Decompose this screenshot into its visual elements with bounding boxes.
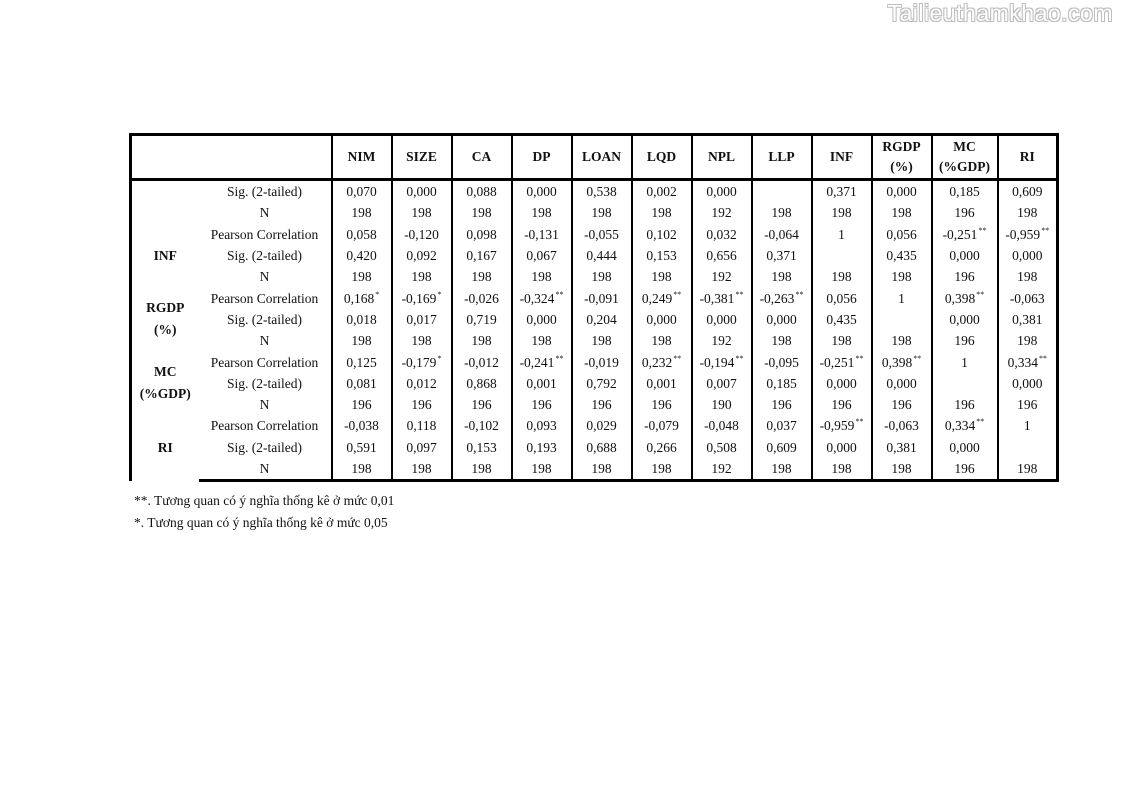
table-cell: 0,000 <box>392 180 452 203</box>
significance-marker: ** <box>976 417 985 427</box>
column-header-label: LOAN <box>581 149 621 164</box>
table-cell: 192 <box>692 458 752 481</box>
table-cell: 0,000 <box>692 180 752 203</box>
table-cell: 198 <box>332 202 392 223</box>
statistic-label: N <box>259 269 270 285</box>
table-cell: -0,095 <box>752 351 812 372</box>
table-cell: 0,334** <box>998 351 1058 372</box>
table-cell: 1 <box>812 224 872 245</box>
table-cell: 0,037 <box>752 415 812 436</box>
table-cell: 0,381 <box>872 437 932 458</box>
table-row <box>131 180 1058 203</box>
group-unit: (%) <box>154 322 177 338</box>
statistic-label: Sig. (2-tailed) <box>227 311 302 327</box>
table-cell: 0,444 <box>572 245 632 266</box>
table-cell: 0,029 <box>572 415 632 436</box>
column-header-label: DP <box>532 149 551 164</box>
table-cell: 198 <box>392 202 452 223</box>
table-cell: 198 <box>752 458 812 481</box>
column-header-label: RI <box>1019 149 1035 164</box>
table-cell: 196 <box>632 394 692 415</box>
statistic-label: N <box>199 458 332 481</box>
significance-marker: ** <box>795 289 804 299</box>
table-cell: 0,168* <box>332 287 392 308</box>
footnotes <box>134 490 394 534</box>
statistic-label: Sig. (2-tailed) <box>227 184 302 200</box>
table-cell: 0,002 <box>632 180 692 203</box>
table-row <box>131 224 1058 245</box>
table-cell: 198 <box>452 458 512 481</box>
table-cell: 0,012 <box>392 373 452 394</box>
column-header-label: RGDP <box>882 139 921 154</box>
table-cell: 0,056 <box>872 224 932 245</box>
table-row <box>131 287 1058 308</box>
table-cell: -0,102 <box>452 415 512 436</box>
table-cell: -0,251** <box>812 351 872 372</box>
column-header-ri <box>998 135 1058 180</box>
table-cell: -0,251** <box>932 224 998 245</box>
table-cell: 196 <box>812 394 872 415</box>
table-cell: 0,204 <box>572 309 632 330</box>
column-header-npl <box>692 135 752 180</box>
table-cell: -0,064 <box>752 224 812 245</box>
table-row <box>131 351 1058 372</box>
table-cell: 0,591 <box>332 437 392 458</box>
table-cell: 0,185 <box>752 373 812 394</box>
table-row <box>131 437 1058 458</box>
significance-marker: ** <box>913 353 922 363</box>
table-cell: 196 <box>998 394 1058 415</box>
statistic-label: Sig. (2-tailed) <box>227 248 302 264</box>
correlation-table <box>129 133 1059 482</box>
table-cell: 0,000 <box>812 373 872 394</box>
table-cell: 198 <box>752 330 812 351</box>
column-header-label: CA <box>471 149 492 164</box>
significance-marker: ** <box>855 353 864 363</box>
table-cell: 0,056 <box>812 287 872 308</box>
table-cell: 196 <box>452 394 512 415</box>
table-cell: 0,185 <box>932 180 998 203</box>
statistic-label: Pearson Correlation <box>210 354 319 370</box>
table-cell: 0,266 <box>632 437 692 458</box>
table-cell: 0,435 <box>812 309 872 330</box>
table-cell: 0,092 <box>392 245 452 266</box>
table-cell: -0,120 <box>392 224 452 245</box>
table-cell: -0,063 <box>872 415 932 436</box>
column-header-inf <box>812 135 872 180</box>
table-body <box>131 180 1058 481</box>
table-cell: 0,000 <box>998 373 1058 394</box>
table-row <box>131 309 1058 330</box>
table-cell: 190 <box>692 394 752 415</box>
table-cell: -0,263** <box>752 287 812 308</box>
table-cell: 0,719 <box>452 309 512 330</box>
significance-marker: ** <box>855 417 864 427</box>
table-cell: 0,167 <box>452 245 512 266</box>
table-cell: -0,048 <box>692 415 752 436</box>
table-cell: -0,241** <box>512 351 572 372</box>
table-cell: 0,000 <box>932 245 998 266</box>
significance-marker: * <box>437 353 442 363</box>
table-cell: 0,609 <box>752 437 812 458</box>
table-cell: 198 <box>512 266 572 287</box>
table-cell: 196 <box>932 202 998 223</box>
column-header-label: NPL <box>708 149 735 164</box>
group-name: RGDP <box>146 300 185 316</box>
table-cell <box>752 180 812 203</box>
table-cell: -0,079 <box>632 415 692 436</box>
significance-marker: ** <box>735 289 744 299</box>
group-name: INF <box>153 247 177 263</box>
table-cell: 0,538 <box>572 180 632 203</box>
column-header-size <box>392 135 452 180</box>
table-cell: 192 <box>692 202 752 223</box>
table-cell: 198 <box>872 202 932 223</box>
table-row <box>131 266 1058 287</box>
table-cell: -0,131 <box>512 224 572 245</box>
table-cell: 198 <box>452 202 512 223</box>
table-cell: 0,656 <box>692 245 752 266</box>
table-cell: 0,000 <box>632 309 692 330</box>
table-cell: 198 <box>998 266 1058 287</box>
column-header-lqd <box>632 135 692 180</box>
table-cell: 0,017 <box>392 309 452 330</box>
watermark: Tailieuthamkhao.com <box>887 0 1113 26</box>
header-row <box>131 135 1058 180</box>
table-cell: 198 <box>812 266 872 287</box>
table-cell: 198 <box>812 458 872 481</box>
table-cell: 196 <box>392 394 452 415</box>
table-cell: 0,032 <box>692 224 752 245</box>
table-row <box>131 415 1058 436</box>
header-blank-cell <box>131 135 332 180</box>
table-cell: 198 <box>332 266 392 287</box>
statistic-label: Sig. (2-tailed) <box>227 375 302 391</box>
table-cell: -0,055 <box>572 224 632 245</box>
table-cell <box>812 245 872 266</box>
significance-marker: * <box>375 289 380 299</box>
table-cell: 198 <box>572 458 632 481</box>
table-cell: 0,398** <box>872 351 932 372</box>
table-cell: 192 <box>692 330 752 351</box>
group-unit: (%GDP) <box>139 386 191 402</box>
table-cell: -0,959** <box>998 224 1058 245</box>
table-cell: 0,125 <box>332 351 392 372</box>
table-cell: 196 <box>932 330 998 351</box>
statistic-label: Sig. (2-tailed) <box>227 439 302 455</box>
table-cell: 0,001 <box>632 373 692 394</box>
table-cell: 0,193 <box>512 437 572 458</box>
column-header-unit: (%GDP) <box>939 159 990 174</box>
table-cell: 0,000 <box>812 437 872 458</box>
table-cell <box>872 309 932 330</box>
table-cell: 198 <box>512 330 572 351</box>
table-cell: 196 <box>932 266 998 287</box>
table-cell: 198 <box>392 266 452 287</box>
table-cell: 0,398** <box>932 287 998 308</box>
table-cell: 196 <box>332 394 392 415</box>
table-cell: -0,324** <box>512 287 572 308</box>
table-cell: -0,194** <box>692 351 752 372</box>
table-cell: 196 <box>932 394 998 415</box>
column-header-label: MC <box>953 139 976 154</box>
statistic-label: Pearson Correlation <box>210 226 319 242</box>
table-cell: 0,420 <box>332 245 392 266</box>
table-cell <box>932 373 998 394</box>
significance-marker: ** <box>1041 225 1050 235</box>
table-cell: 196 <box>752 394 812 415</box>
table-cell: 198 <box>812 202 872 223</box>
table-cell: 1 <box>872 287 932 308</box>
table-cell: 0,435 <box>872 245 932 266</box>
group-label <box>131 287 199 351</box>
table-cell: 198 <box>632 330 692 351</box>
table-cell: 0,007 <box>692 373 752 394</box>
table-row <box>131 330 1058 351</box>
group-label <box>131 415 199 480</box>
table-cell: 1 <box>998 415 1058 436</box>
group-name: MC <box>154 364 177 380</box>
table-cell: 0,000 <box>512 309 572 330</box>
table-cell: -0,091 <box>572 287 632 308</box>
table-cell: 198 <box>872 266 932 287</box>
table-cell: 0,000 <box>752 309 812 330</box>
statistic-label: N <box>259 397 270 413</box>
column-header-label: INF <box>829 149 854 164</box>
significance-marker: ** <box>978 225 987 235</box>
group-name: RI <box>157 439 173 455</box>
table-cell: -0,179* <box>392 351 452 372</box>
column-header-unit: (%) <box>890 159 913 174</box>
table-cell: 0,067 <box>512 245 572 266</box>
table-cell: -0,038 <box>332 415 392 436</box>
significance-marker: ** <box>976 289 985 299</box>
table-cell: -0,019 <box>572 351 632 372</box>
table-cell: -0,959** <box>812 415 872 436</box>
table-cell: -0,026 <box>452 287 512 308</box>
table-cell: 198 <box>572 266 632 287</box>
table-cell: 0,093 <box>512 415 572 436</box>
table-cell: 198 <box>392 458 452 481</box>
table-cell: 198 <box>392 330 452 351</box>
table-row <box>131 245 1058 266</box>
table-cell: 0,868 <box>452 373 512 394</box>
table-cell: 0,371 <box>812 180 872 203</box>
group-label <box>131 351 199 415</box>
statistic-label: N <box>259 205 270 221</box>
table-cell: 0,000 <box>872 180 932 203</box>
group-label <box>131 180 199 224</box>
significance-marker: ** <box>673 353 682 363</box>
table-cell: 0,081 <box>332 373 392 394</box>
table-cell: 198 <box>572 330 632 351</box>
table-cell: 196 <box>572 394 632 415</box>
significance-marker: ** <box>1038 353 1047 363</box>
table-cell: 192 <box>692 266 752 287</box>
significance-marker: ** <box>735 353 744 363</box>
table-cell: 0,000 <box>872 373 932 394</box>
statistic-label: Pearson Correlation <box>210 418 319 434</box>
table-cell: 0,609 <box>998 180 1058 203</box>
column-header-label: SIZE <box>406 149 437 164</box>
table-cell: 0,153 <box>452 437 512 458</box>
table-cell: 196 <box>932 458 998 481</box>
column-header-nim <box>332 135 392 180</box>
column-header-dp <box>512 135 572 180</box>
table-cell: 0,000 <box>692 309 752 330</box>
table-cell: 0,334** <box>932 415 998 436</box>
significance-marker: ** <box>555 353 564 363</box>
table-cell: 198 <box>632 266 692 287</box>
footnote-significance-001: **. Tương quan có ý nghĩa thống kê ở mức 0,01 <box>134 493 395 508</box>
column-header-label: NIM <box>347 149 376 164</box>
table-cell: 198 <box>632 202 692 223</box>
column-header-loan <box>572 135 632 180</box>
table-cell: 0,232** <box>632 351 692 372</box>
table-cell: 0,097 <box>392 437 452 458</box>
table-cell: 198 <box>752 202 812 223</box>
table-cell: 198 <box>998 330 1058 351</box>
table-row <box>131 394 1058 415</box>
table-cell: -0,063 <box>998 287 1058 308</box>
table-cell: 1 <box>932 351 998 372</box>
table-cell: 0,102 <box>632 224 692 245</box>
table-row <box>131 202 1058 223</box>
column-header-label: LQD <box>646 149 677 164</box>
table-cell: 198 <box>872 330 932 351</box>
table-cell: -0,169* <box>392 287 452 308</box>
group-label <box>131 224 199 288</box>
table-cell: 198 <box>452 266 512 287</box>
column-header-mc <box>932 135 998 180</box>
table-row <box>131 458 1058 481</box>
significance-marker: ** <box>555 289 564 299</box>
table-cell: 196 <box>872 394 932 415</box>
statistic-label: Pearson Correlation <box>210 290 319 306</box>
table-cell: 198 <box>512 458 572 481</box>
table-cell: 0,688 <box>572 437 632 458</box>
table-row <box>131 373 1058 394</box>
table-cell: 198 <box>998 202 1058 223</box>
table-cell: 0,000 <box>932 437 998 458</box>
table-cell: -0,012 <box>452 351 512 372</box>
table-cell: 198 <box>812 330 872 351</box>
table-cell: 198 <box>632 458 692 481</box>
table-cell <box>998 437 1058 458</box>
column-header-llp <box>752 135 812 180</box>
table-cell: 0,000 <box>998 245 1058 266</box>
footnote-significance-005: *. Tương quan có ý nghĩa thống kê ở mức 0,05 <box>134 515 388 530</box>
column-header-rgdp <box>872 135 932 180</box>
table-cell: 0,118 <box>392 415 452 436</box>
table-cell: 0,508 <box>692 437 752 458</box>
statistic-label: N <box>259 333 270 349</box>
table-cell: 0,018 <box>332 309 392 330</box>
table-cell: 198 <box>512 202 572 223</box>
table-cell: 0,000 <box>932 309 998 330</box>
table-cell: 196 <box>512 394 572 415</box>
table-cell: 0,381 <box>998 309 1058 330</box>
column-header-label: LLP <box>768 149 795 164</box>
table-cell: 0,098 <box>452 224 512 245</box>
table-cell: -0,381** <box>692 287 752 308</box>
table-cell: 0,153 <box>632 245 692 266</box>
table-cell: 198 <box>332 330 392 351</box>
table-cell: 0,058 <box>332 224 392 245</box>
column-header-ca <box>452 135 512 180</box>
table-cell: 198 <box>332 458 392 481</box>
table-cell: 198 <box>572 202 632 223</box>
table-cell: 0,371 <box>752 245 812 266</box>
table-cell: 0,088 <box>452 180 512 203</box>
table-cell: 198 <box>452 330 512 351</box>
table-cell: 0,070 <box>332 180 392 203</box>
table-cell: 0,249** <box>632 287 692 308</box>
table-cell: 0,792 <box>572 373 632 394</box>
significance-marker: * <box>437 289 442 299</box>
table-cell: 0,000 <box>512 180 572 203</box>
table-cell: 0,001 <box>512 373 572 394</box>
significance-marker: ** <box>673 289 682 299</box>
table-cell: 198 <box>872 458 932 481</box>
table-cell: 198 <box>752 266 812 287</box>
table-cell: 198 <box>998 458 1058 481</box>
